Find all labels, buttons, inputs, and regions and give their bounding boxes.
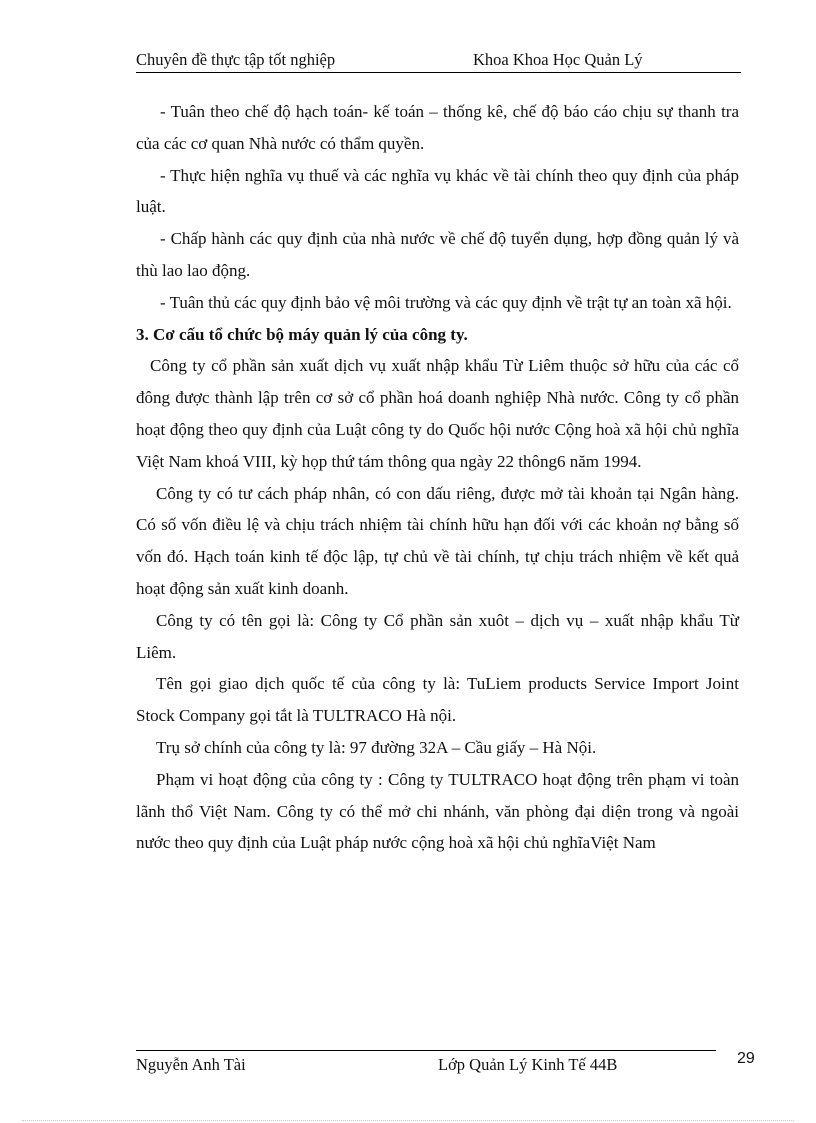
header-faculty: Khoa Khoa Học Quản Lý: [473, 50, 643, 69]
page-number: 29: [737, 1050, 755, 1067]
bullet-paragraph: - Chấp hành các quy định của nhà nước về chế độ tuyển dụng, hợp đồng quản lý và thù lao lao động.: [136, 229, 739, 280]
section-heading: 3. Cơ cấu tổ chức bộ máy quản lý của công ty.: [136, 324, 468, 344]
body-paragraph: Trụ sở chính của công ty là: 97 đường 32A – Cầu giấy – Hà Nội.: [156, 737, 597, 757]
bullet-paragraph: - Tuân thủ các quy định bảo vệ môi trường và các quy định về trật tự an toàn xã hội.: [160, 292, 732, 312]
page-edge-divider: [22, 1120, 794, 1121]
page-header: [136, 48, 741, 73]
footer-author: Nguyễn Anh Tài: [136, 1055, 246, 1074]
footer-class: Lớp Quản Lý Kinh Tế 44B: [438, 1055, 618, 1074]
body-paragraph: Tên gọi giao dịch quốc tế của công ty là: TuLiem products Service Import Joint Stock Company gọi tắt là TULTRACO Hà nội.: [136, 674, 739, 726]
bullet-paragraph: - Tuân theo chế độ hạch toán- kế toán – thống kê, chế độ báo cáo chịu sự thanh tra của các cơ quan Nhà nước có thẩm quyền.: [136, 102, 739, 153]
body-paragraph: Phạm vi hoạt động của công ty : Công ty TULTRACO hoạt động trên phạm vi toàn lãnh thổ Việt Nam. Công ty có thể mở chi nhánh, văn phòng đại diện trong và ngoài nước theo quy định của Luật pháp nước cộng hoà xã hội chủ nghĩaViệt Nam: [136, 769, 739, 853]
footer-divider: [136, 1050, 716, 1051]
header-document-title: Chuyên đề thực tập tốt nghiệp: [136, 50, 336, 69]
body-paragraph: Công ty có tên gọi là: Công ty Cổ phần sản xuôt – dịch vụ – xuất nhập khẩu Từ Liêm.: [136, 610, 739, 662]
body-paragraph: Công ty cổ phần sản xuất dịch vụ xuất nhập khẩu Từ Liêm thuộc sở hữu của các cổ đông được thành lập trên cơ sở cổ phần hoá doanh nghiệp Nhà nước. Công ty cổ phần hoạt động theo quy định của Luật công ty do Quốc hội nước Cộng hoà xã hội chủ nghĩa Việt Nam khoá VIII, kỳ họp thứ tám thông qua ngày 22 thông6 năm 1994.: [136, 356, 739, 471]
bullet-paragraph: - Thực hiện nghĩa vụ thuế và các nghĩa vụ khác về tài chính theo quy định của pháp luật.: [136, 165, 739, 217]
body-paragraph: Công ty có tư cách pháp nhân, có con dấu riêng, được mở tài khoản tại Ngân hàng. Có số vốn điều lệ và chịu trách nhiệm tài chính hữu hạn đối với các khoản nợ bằng số vốn đó. Hạch toán kinh tế độc lập, tự chủ về tài chính, tự chịu trách nhiệm về kết quả hoạt động sản xuất kinh doanh.: [136, 483, 739, 598]
document-body: [136, 96, 739, 859]
